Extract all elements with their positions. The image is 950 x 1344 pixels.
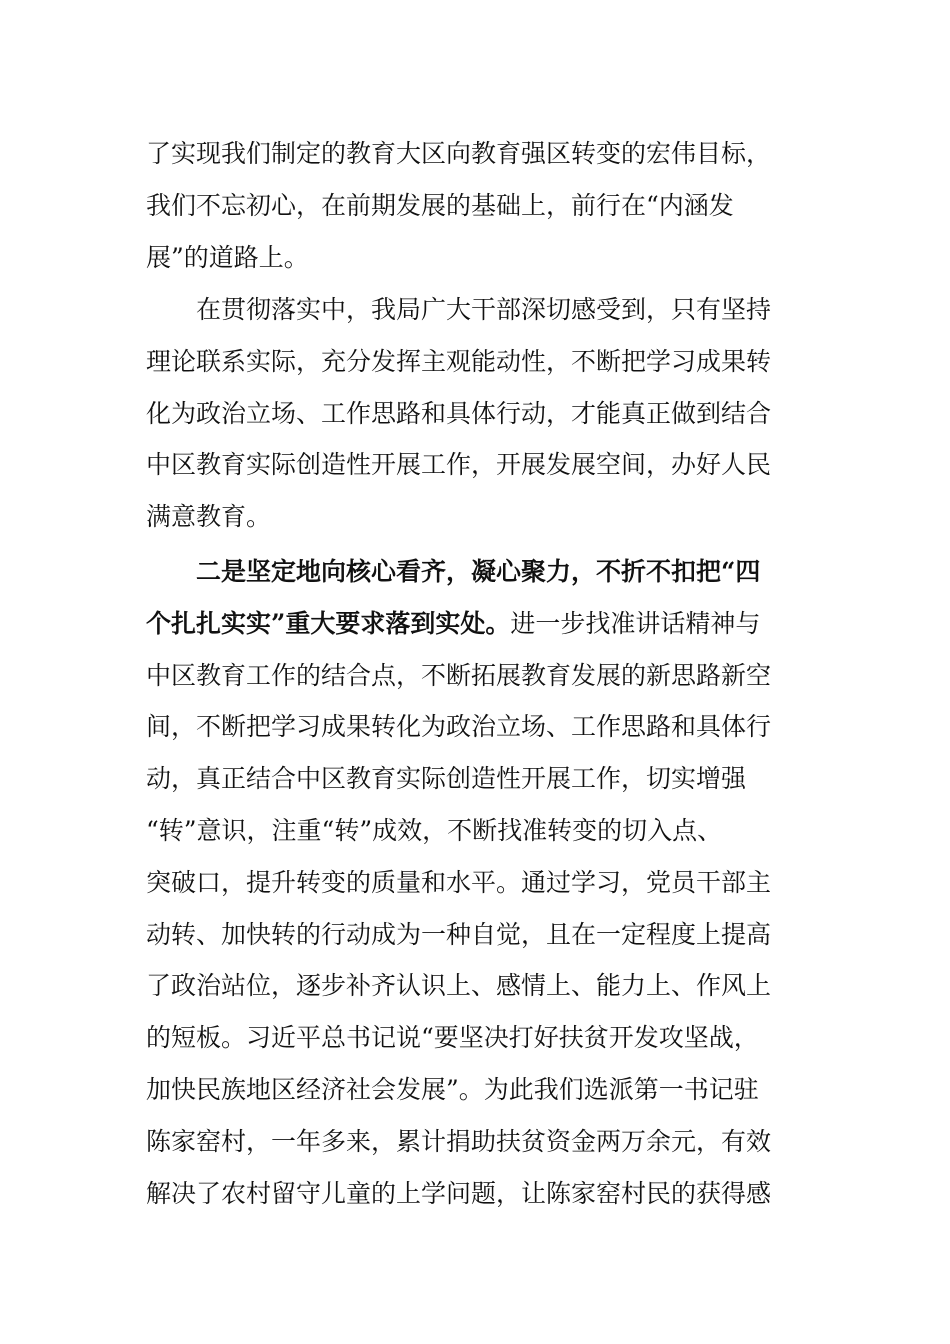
text-line: 动，真正结合中区教育实际创造性开展工作，切实增强 [146, 764, 747, 794]
text-line: “转”意识，注重“转”成效，不断找准转变的切入点、 [146, 815, 723, 845]
section-heading-line: 二是坚定地向核心看齐，凝心聚力，不折不扣把“四 [196, 557, 761, 586]
text-line: 在贯彻落实中，我局广大干部深切感受到，只有坚持 [196, 295, 772, 324]
text-line: 中区教育工作的结合点，不断拓展教育发展的新思路新空 [146, 660, 772, 690]
text-line: 我们不忘初心，在前期发展的基础上，前行在“内涵发 [146, 190, 734, 220]
text-run: 进一步找准讲话精神与 [510, 608, 761, 638]
text-line: 理论联系实际，充分发挥主观能动性，不断把学习成果转 [146, 346, 772, 376]
text-line: 化为政治立场、工作思路和具体行动，才能真正做到结合 [146, 398, 772, 428]
section-heading-tail: 个扎扎实实”重大要求落到实处。 [146, 608, 511, 638]
text-line: 了实现我们制定的教育大区向教育强区转变的宏伟目标， [146, 139, 772, 168]
text-line: 突破口，提升转变的质量和水平。通过学习，党员干部主 [146, 867, 772, 897]
text-line: 陈家窑村，一年多来，累计捐助扶贫资金两万余元，有效 [146, 1126, 772, 1156]
text-line: 加快民族地区经济社会发展”。为此我们选派第一书记驻 [146, 1074, 759, 1104]
text-line: 满意教育。 [146, 502, 272, 532]
text-line-mixed [146, 598, 786, 650]
text-line: 中区教育实际创造性开展工作，开展发展空间，办好人民 [146, 450, 772, 480]
text-line: 展”的道路上。 [146, 242, 309, 272]
paragraph-2 [146, 284, 786, 543]
text-line: 了政治站位，逐步补齐认识上、感情上、能力上、作风上 [146, 971, 772, 1001]
text-line: 的短板。习近平总书记说“要坚决打好扶贫开发攻坚战， [146, 1023, 759, 1053]
text-line: 动转、加快转的行动成为一种自觉，且在一定程度上提高 [146, 919, 772, 949]
paragraph-1 [146, 128, 786, 283]
text-line: 解决了农村留守儿童的上学问题，让陈家窑村民的获得感 [146, 1178, 772, 1208]
paragraph-3 [146, 546, 786, 1219]
text-line: 间，不断把学习成果转化为政治立场、工作思路和具体行 [146, 712, 772, 742]
